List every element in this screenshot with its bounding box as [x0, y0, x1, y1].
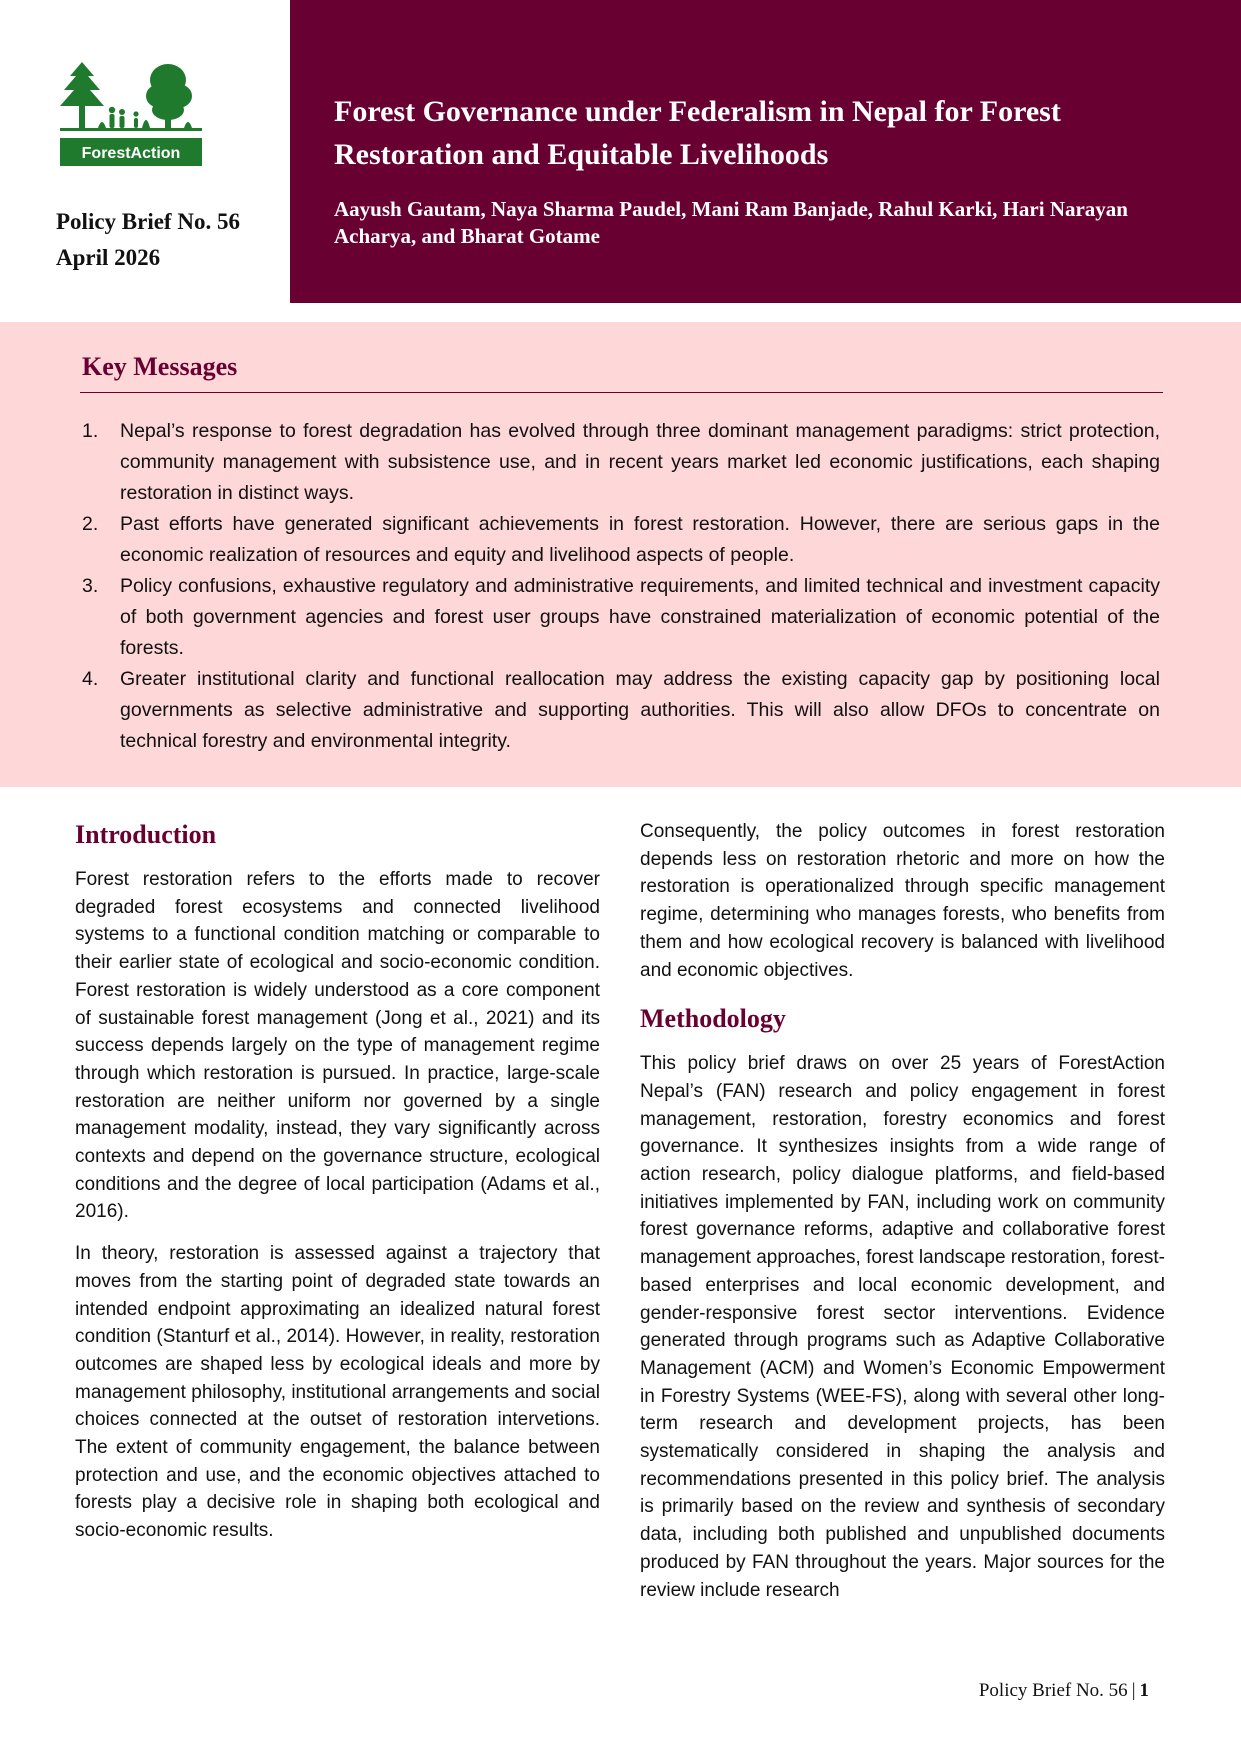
footer-label: Policy Brief No. 56	[978, 1680, 1128, 1701]
methodology-paragraph-1: This policy brief draws on over 25 years of ForestAction Nepal’s (FAN) research and policy engagement in forest management, restoration, forestry economics and forest governance. It synthesizes insights from a wide range of action research, policy dialogue platforms, and field-based initiatives implemented by FAN, including work on community forest governance reforms, adaptive and collaborative forest management approaches, forest landscape restoration, forest-based enterprises and local economic development, and gender-responsive forest sector interventions. Evidence generated through programs such as Adaptive Collaborative Management (ACM) and Women’s Economic Empowerment in Forestry Systems (WEE-FS), along with several other long-term research and development projects, has been systematically considered in shaping the analysis and recommendations presented in this policy brief. The analysis is primarily based on the review and synthesis of secondary data, including both published and unpublished documents produced by FAN throughout the years. Major sources for the review include research	[640, 1053, 1165, 1601]
brief-date: April 2026	[56, 245, 161, 270]
authors: Aayush Gautam, Naya Sharma Paudel, Mani Ram Banjade, Rahul Karki, Hari Narayan Acharya, and Bharat Gotame	[334, 197, 1128, 248]
introduction-heading: Introduction	[75, 820, 217, 849]
page-number: 1	[1139, 1680, 1149, 1701]
key-message-text: Policy confusions, exhaustive regulatory and administrative requirements, and limited technical and investment capacity of both government agencies and forest user groups have constrained materialization of economic potential of the forests.	[120, 575, 1160, 659]
introduction-paragraph-1: Forest restoration refers to the efforts made to recover degraded forest ecosystems and connected livelihood systems to a functional condition matching or comparable to their earlier state of ecological and socio-economic condition. Forest restoration is widely understood as a core component of sustainable forest management (Jong et al., 2021) and its success depends largely on the type of management regime through which restoration is pursued. In practice, large-scale restoration are neither uniform nor governed by a single management modality, instead, they vary significantly across contexts and depend on the governance structure, ecological conditions and the degree of local participation (Adams et al., 2016).	[75, 869, 600, 1223]
methodology-heading: Methodology	[640, 1004, 786, 1034]
header-left-panel	[0, 0, 290, 303]
key-message-text: Greater institutional clarity and functional reallocation may address the existing capacity gap by positioning local governments as selective administrative and supporting authorities. This will also allow DFOs to concentrate on technical forestry and environmental integrity.	[120, 668, 1160, 752]
key-message-text: Past efforts have generated significant achievements in forest restoration. However, there are serious gaps in the economic realization of resources and equity and livelihood aspects of people.	[120, 513, 1160, 566]
key-message-item	[80, 416, 1160, 509]
key-message-item	[80, 571, 1160, 664]
key-messages-heading: Key Messages	[82, 352, 238, 381]
list-number: 1.	[82, 420, 99, 442]
key-message-text: Nepal’s response to forest degradation has evolved through three dominant management paradigms: strict protection, community management with subsistence use, and in recent years market led economic justifications, each shaping restoration in distinct ways.	[120, 420, 1160, 504]
brief-meta	[56, 204, 240, 276]
logo-text: ForestAction	[81, 145, 181, 162]
key-message-item	[80, 664, 1160, 757]
footer-separator: |	[1131, 1680, 1136, 1701]
forestaction-logo	[60, 62, 202, 180]
page-footer	[979, 1680, 1149, 1702]
introduction-paragraph-3: Consequently, the policy outcomes in forest restoration depends less on restoration rhetoric and more on how the restoration is operationalized through specific management regime, determining who manages forests, who benefits from them and how ecological recovery is balanced with livelihood and economic objectives.	[640, 821, 1165, 981]
key-messages-rule	[80, 392, 1163, 393]
document-title: Forest Governance under Federalism in Nepal for Forest Restoration and Equitable Livelihoods	[334, 95, 1061, 171]
right-column	[640, 818, 1165, 1618]
key-message-item	[80, 509, 1160, 571]
brief-number: Policy Brief No. 56	[56, 209, 240, 234]
list-number: 3.	[82, 575, 99, 597]
title-banner	[290, 0, 1241, 303]
list-number: 4.	[82, 668, 99, 690]
key-messages-list	[80, 416, 1160, 757]
left-column	[75, 818, 600, 1559]
list-number: 2.	[82, 513, 99, 535]
introduction-paragraph-2: In theory, restoration is assessed against a trajectory that moves from the starting point of degraded state towards an intended endpoint approximating an idealized natural forest condition (Stanturf et al., 2014). However, in reality, restoration outcomes are shaped less by ecological ideals and more by management philosophy, institutional arrangements and social choices connected at the outset of restoration intervetions. The extent of community engagement, the balance between protection and use, and the economic objectives attached to forests play a decisive role in shaping both ecological and socio-economic results.	[75, 1243, 600, 1542]
